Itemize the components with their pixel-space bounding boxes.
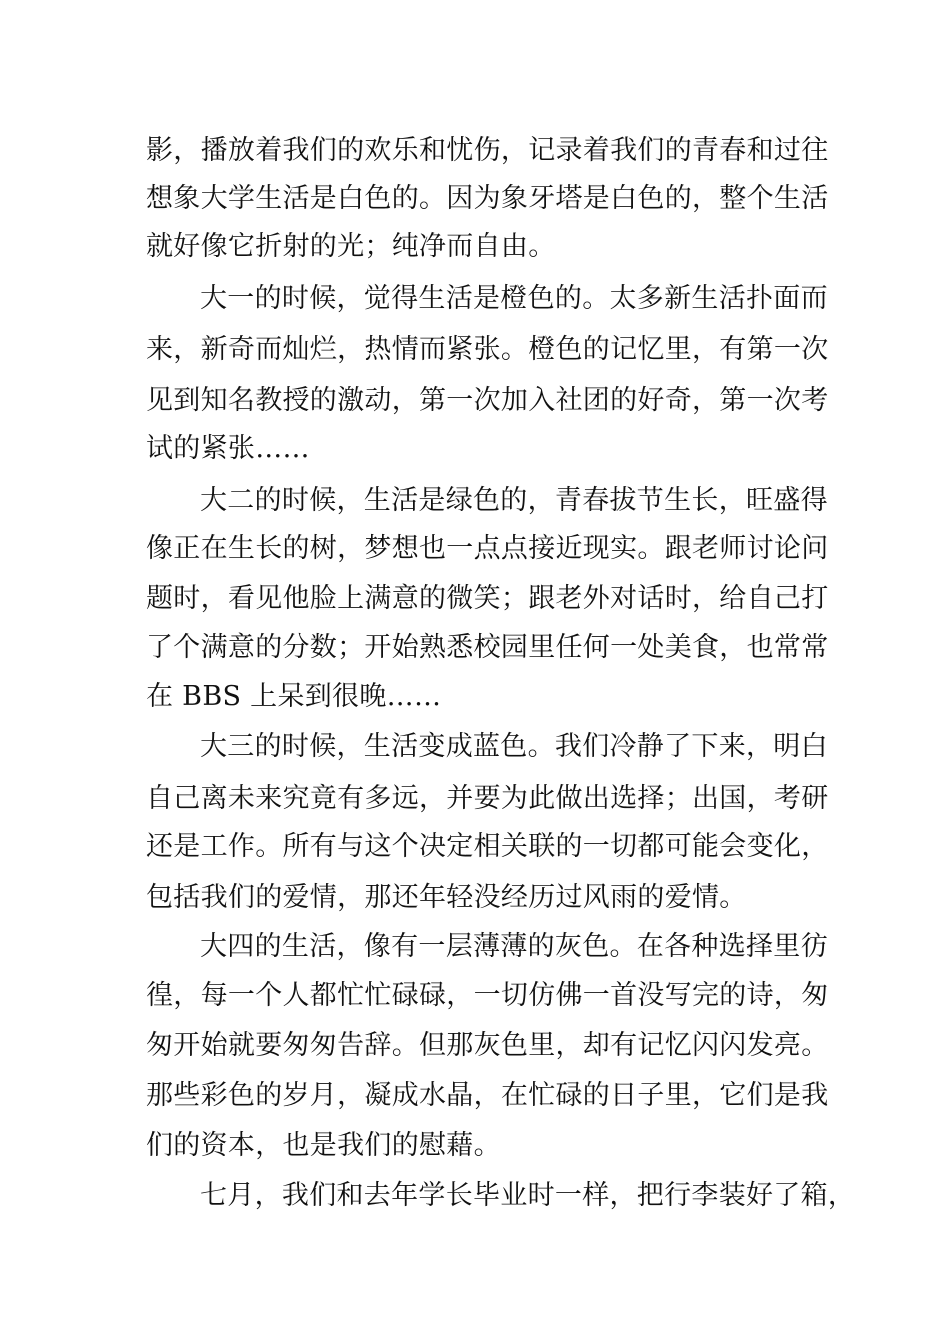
paragraph-first-line: 七月，我们和去年学长毕业时一样，把行李装好了箱， [200,1180,856,1211]
text-line: 像正在生长的树，梦想也一点点接近现实。跟老师讨论问 [146,533,829,564]
paragraph-first-line: 大三的时候，生活变成蓝色。我们冷静了下来，明白 [200,731,828,762]
text-line: 就好像它折射的光；纯净而自由。 [146,231,556,262]
text-line: 试的紧张…… [146,433,310,464]
text-line: 自己离未来究竟有多远，并要为此做出选择；出国，考研 [146,783,829,814]
text-line: 题时，看见他脸上满意的微笑；跟老外对话时，给自己打 [146,583,829,614]
paragraph-first-line: 大二的时候，生活是绿色的，青春拔节生长，旺盛得 [200,485,828,516]
text-line: 见到知名教授的激动，第一次加入社团的好奇，第一次考 [146,385,829,416]
paragraph-first-line: 大一的时候，觉得生活是橙色的。太多新生活扑面而 [200,283,828,314]
text-line: 们的资本，也是我们的慰藉。 [146,1130,501,1161]
text-line: 包括我们的爱情，那还年轻没经历过风雨的爱情。 [146,882,747,913]
text-line: 匆开始就要匆匆告辞。但那灰色里，却有记忆闪闪发亮。 [146,1030,829,1061]
text-line: 在 BBS 上呆到很晚…… [146,681,442,712]
text-line: 想象大学生活是白色的。因为象牙塔是白色的，整个生活 [146,183,829,214]
paragraph-first-line: 大四的生活，像有一层薄薄的灰色。在各种选择里彷 [200,931,828,962]
text-line: 徨，每一个人都忙忙碌碌，一切仿佛一首没写完的诗，匆 [146,980,829,1011]
text-line: 那些彩色的岁月，凝成水晶，在忙碌的日子里，它们是我 [146,1080,829,1111]
text-line: 还是工作。所有与这个决定相关联的一切都可能会变化， [146,831,829,862]
text-line: 了个满意的分数；开始熟悉校园里任何一处美食，也常常 [146,632,829,663]
text-line: 来，新奇而灿烂，热情而紧张。橙色的记忆里，有第一次 [146,334,829,365]
text-line: 影，播放着我们的欢乐和忧伤，记录着我们的青春和过往 [146,135,829,166]
